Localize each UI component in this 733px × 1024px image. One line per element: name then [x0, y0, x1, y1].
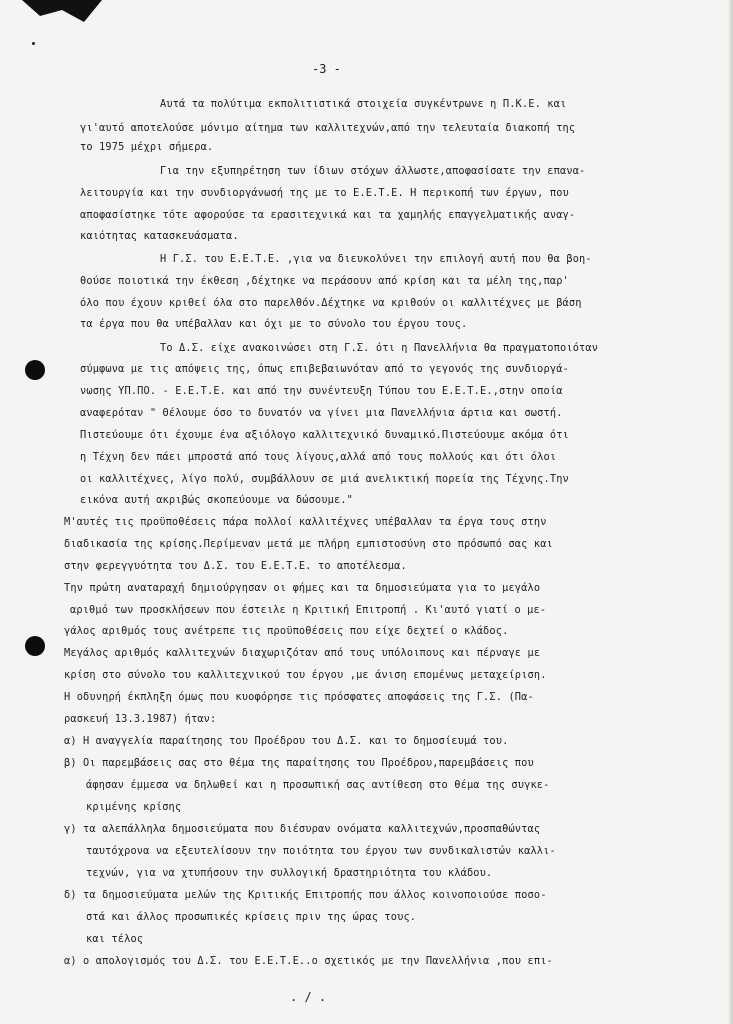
scan-smudge — [22, 0, 102, 22]
text-line: τα έργα που θα υπέβαλλαν και όχι με το σύνολο του έργου τους. — [80, 318, 468, 330]
text-line: Πιστεύουμε ότι έχουμε ένα αξιόλογο καλλιτεχνικό δυναμικό.Πιστεύουμε ακόμα ότι — [80, 429, 569, 441]
text-line: στην φερεγγυότητα του Δ.Σ. του Ε.Ε.Τ.Ε. το αποτέλεσμα. — [64, 560, 407, 572]
page-footer-mark: . / . — [290, 990, 327, 1004]
text-line: δ) τα δημοσιεύματα μελών της Κριτικής Επιτροπής που άλλος κοινοποιούσε ποσο- — [64, 889, 547, 901]
text-line: λειτουργία και την συνδιοργάνωσή της με το Ε.Ε.Τ.Ε. Η περικοπή των έργων, που — [80, 187, 569, 199]
text-line: γι'αυτό αποτελούσε μόνιμο αίτημα των καλλιτεχνών,από την τελευταία διακοπή της — [80, 122, 576, 134]
punch-hole — [25, 636, 45, 656]
text-line: Το Δ.Σ. είχε ανακοινώσει στη Γ.Σ. ότι η Πανελλήνια θα πραγματοποιόταν — [160, 342, 599, 354]
text-line: α) ο απολογισμός του Δ.Σ. του Ε.Ε.Τ.Ε..ο σχετικός με την Πανελλήνια ,που επι- — [64, 955, 553, 967]
text-line: στά και άλλος προσωπικές κρίσεις πριν της ώρας τους. — [86, 911, 417, 923]
text-line: σύμφωνα με τις απόψεις της, όπως επιβεβαιωνόταν από το γεγονός της συνδιοργά- — [80, 363, 569, 375]
text-line: όλο που έχουν κριθεί όλα στο παρελθόν.Δέχτηκε να κριθούν οι καλλιτέχνες με βάση — [80, 297, 582, 309]
text-line: θούσε ποιοτικά την έκθεση ,δέχτηκε να περάσουν από κρίση και τα μέλη της,παρ' — [80, 275, 569, 287]
text-line: α) Η αναγγελία παραίτησης του Προέδρου του Δ.Σ. και το δημοσίευμά του. — [64, 735, 509, 747]
text-line: κρίση στο σύνολο του καλλιτεχνικού του έργου ,με άνιση επομένως μεταχείριση. — [64, 669, 547, 681]
text-line: το 1975 μέχρι σήμερα. — [80, 141, 214, 153]
text-line: καιότητας κατασκευάσματα. — [80, 230, 239, 242]
text-line: και τέλος — [86, 933, 144, 945]
text-line: Μεγάλος αριθμός καλλιτεχνών διαχωριζόταν από τους υπόλοιπους και πέρναγε με — [64, 647, 541, 659]
text-line: κριμένης κρίσης — [86, 801, 182, 813]
text-line: αριθμό των προσκλήσεων που έστειλε η Κριτική Επιτροπή . Κι'αυτό γιατί ο με- — [70, 604, 547, 616]
text-line: οι καλλιτέχνες, λίγο πολύ, συμβάλλουν σε μιά ανελικτική πορεία της Τέχνης.Την — [80, 473, 569, 485]
text-line: τεχνών, για να χτυπήσουν την συλλογική δραστηριότητα του κλάδου. — [86, 867, 493, 879]
text-line: αναφερόταν " Θέλουμε όσο το δυνατόν να γίνει μια Πανελλήνια άρτια και σωστή. — [80, 407, 563, 419]
text-line: Μ'αυτές τις προϋποθέσεις πάρα πολλοί καλλιτέχνες υπέβαλλαν τα έργα τους στην — [64, 516, 547, 528]
text-line: άφησαν έμμεσα να δηλωθεί και η προσωπική σας αντίθεση στο θέμα της συγκε- — [86, 779, 550, 791]
text-line: Για την εξυπηρέτηση των ίδιων στόχων άλλωστε,αποφασίσατε την επανα- — [160, 165, 586, 177]
text-line: Την πρώτη αναταραχή δημιούργησαν οι φήμες και τα δημοσιεύματα για το μεγάλο — [64, 582, 541, 594]
text-line: γάλος αριθμός τους ανέτρεπε τις προϋποθέσεις που είχε δεχτεί ο κλάδος. — [64, 625, 509, 637]
text-line: Η Γ.Σ. του Ε.Ε.Τ.Ε. ,για να διευκολύνει την επιλογή αυτή που θα βοη- — [160, 253, 592, 265]
text-line: β) Οι παρεμβάσεις σας στο θέμα της παραίτησης του Προέδρου,παρεμβάσεις που — [64, 757, 534, 769]
text-line: αποφασίστηκε τότε αφορούσε τα ερασιτεχνικά και τα χαμηλής επαγγελματικής αναγ- — [80, 209, 576, 221]
text-line: ταυτόχρονα να εξευτελίσουν την ποιότητα του έργου των συνδικαλιστών καλλι- — [86, 845, 556, 857]
page-edge-shadow — [729, 0, 733, 1024]
text-line: Αυτά τα πολύτιμα εκπολιτιστικά στοιχεία συγκέντρωνε η Π.Κ.Ε. και — [160, 98, 567, 110]
page-number: -3 - — [312, 62, 341, 76]
text-line: διαδικασία της κρίσης.Περίμεναν μετά με πλήρη εμπιστοσύνη στο πρόσωπό σας και — [64, 538, 553, 550]
punch-hole — [25, 360, 45, 380]
text-line: γ) τα αλεπάλληλα δημοσιεύματα που διέσυραν ονόματα καλλιτεχνών,προσπαθώντας — [64, 823, 541, 835]
text-line: νωσης ΥΠ.ΠΟ. - Ε.Ε.Τ.Ε. και από την συνέντευξη Τύπου του Ε.Ε.Τ.Ε.,στην οποία — [80, 385, 563, 397]
text-line: εικόνα αυτή ακριβώς σκοπεύουμε να δώσουμε." — [80, 494, 354, 506]
text-line: η Τέχνη δεν πάει μπροστά από τους λίγους,αλλά από τους πολλούς και ότι όλοι — [80, 451, 557, 463]
text-line: ρασκευή 13.3.1987) ήταν: — [64, 713, 217, 725]
scan-speck — [32, 42, 35, 45]
text-line: Η οδυνηρή έκπληξη όμως που κυοφόρησε τις πρόσφατες αποφάσεις της Γ.Σ. (Πα- — [64, 691, 534, 703]
